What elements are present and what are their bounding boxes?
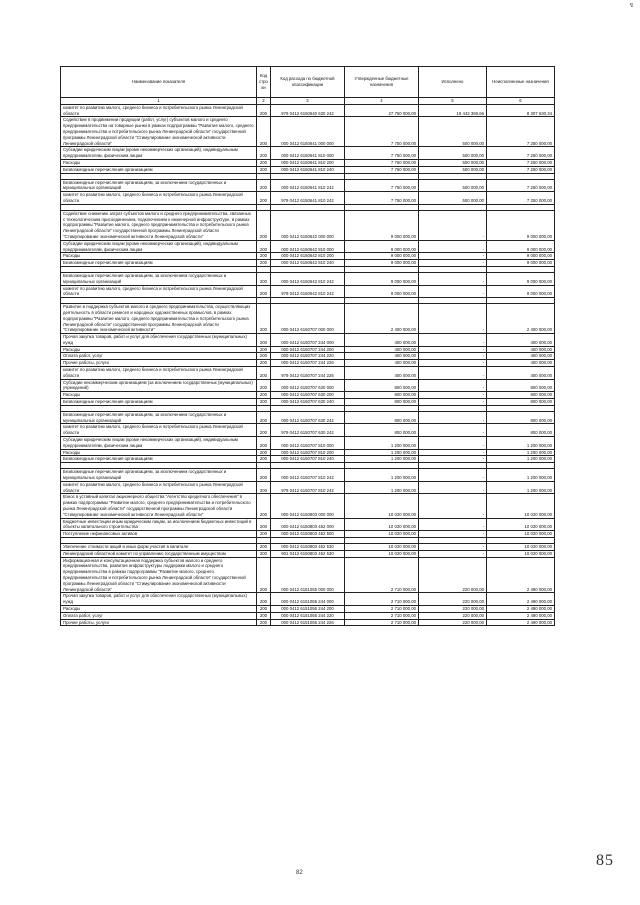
row-unexecuted: 800 000,00	[487, 424, 555, 437]
row-unexecuted: 2 400 000,00	[487, 304, 555, 334]
row-executed: -	[419, 437, 487, 450]
row-code: 200	[257, 260, 271, 267]
col-header-approved: Утвержденные бюджетные назначения	[345, 67, 419, 98]
row-name: Расходы	[61, 159, 257, 166]
row-approved: 1 200 000,00	[345, 437, 419, 450]
row-approved: 400 000,00	[345, 353, 419, 360]
row-code: 200	[257, 424, 271, 437]
row-approved: 10 020 000,00	[345, 531, 419, 538]
row-executed: -	[419, 367, 487, 380]
page-number: 82	[296, 870, 303, 876]
row-approved: 800 000,00	[345, 411, 419, 424]
row-unexecuted: 9 000 000,00	[487, 253, 555, 260]
row-approved: 2 710 000,00	[345, 557, 419, 593]
row-classification: 979 0412 6150707 810 242	[271, 481, 345, 494]
row-classification: 000 0412 6150707 244 200	[271, 346, 345, 353]
row-name: Ленинградский областной комитет по управлению государственным имуществом	[61, 550, 257, 557]
row-executed: -	[419, 260, 487, 267]
table-row	[61, 437, 555, 450]
row-name: Безвозмездные перечисления организациям, за исключением государственных и муниципальных организаций	[61, 272, 257, 285]
table-row	[61, 449, 555, 456]
row-code: 200	[257, 353, 271, 360]
row-approved: 800 000,00	[345, 392, 419, 399]
row-classification: 000 0412 6151055 244 220	[271, 612, 345, 619]
row-code: 200	[257, 481, 271, 494]
row-unexecuted: 10 020 000,00	[487, 531, 555, 538]
row-name: Увеличение стоимости акций и иных форм участия в капитале	[61, 544, 257, 551]
row-code: 200	[257, 117, 271, 147]
row-classification: 000 0412 6150641 810 240	[271, 166, 345, 173]
table-row	[61, 117, 555, 147]
column-index: 4	[345, 98, 419, 105]
table-row	[61, 346, 555, 353]
row-executed: -	[419, 531, 487, 538]
row-executed: 220 000,00	[419, 612, 487, 619]
row-unexecuted: 400 000,00	[487, 360, 555, 367]
row-classification: 000 0412 6151055 244 226	[271, 619, 345, 626]
row-code: 200	[257, 557, 271, 593]
row-approved: 800 000,00	[345, 399, 419, 406]
row-name: комитет по развитию малого, среднего бизнеса и потребительского рынка Ленинградской области	[61, 285, 257, 298]
row-executed: -	[419, 411, 487, 424]
table-row	[61, 518, 555, 531]
row-code: 200	[257, 619, 271, 626]
row-name: Оплата работ, услуг	[61, 353, 257, 360]
row-approved: 7 750 000,00	[345, 159, 419, 166]
row-executed: -	[419, 399, 487, 406]
row-approved: 2 710 000,00	[345, 612, 419, 619]
row-classification: 000 0412 6150707 630 000	[271, 379, 345, 392]
row-unexecuted: 7 250 000,00	[487, 147, 555, 160]
table-row	[61, 399, 555, 406]
row-name: Информационная и консультационная поддержка субъектов малого и среднего предпринимательства, развитие инфраструктуры поддержки малого и среднего предпринимательства в рамках подпрограммы "Развитие малого, среднего предпринимательства и потребительского рынка Ленинградской области" государственной программы Ленинградской области "Стимулирование экономической активности Ленинградской области"	[61, 557, 257, 593]
row-executed: -	[419, 379, 487, 392]
row-executed: -	[419, 481, 487, 494]
row-code: 200	[257, 166, 271, 173]
row-approved: 400 000,00	[345, 360, 419, 367]
corner-mark: ↯	[628, 3, 634, 9]
row-classification: 000 0412 6150641 810 200	[271, 159, 345, 166]
row-classification: 000 0412 6150642 810 200	[271, 253, 345, 260]
row-unexecuted: 9 000 000,00	[487, 285, 555, 298]
table-row	[61, 334, 555, 347]
row-unexecuted: 800 000,00	[487, 411, 555, 424]
table-row	[61, 557, 555, 593]
row-unexecuted: 9 000 000,00	[487, 210, 555, 240]
row-unexecuted: 1 200 000,00	[487, 456, 555, 463]
row-executed: 500 000,00	[419, 147, 487, 160]
table-row	[61, 272, 555, 285]
row-name: Прочие работы, услуги	[61, 619, 257, 626]
row-classification: 000 0412 6151055 244 200	[271, 605, 345, 612]
row-unexecuted: 400 000,00	[487, 346, 555, 353]
row-name: Расходы	[61, 605, 257, 612]
row-executed: -	[419, 550, 487, 557]
row-approved: 27 750 000,00	[345, 104, 419, 117]
row-code: 200	[257, 494, 271, 518]
row-classification: 000 0412 6151055 000 000	[271, 557, 345, 593]
table-row	[61, 456, 555, 463]
row-executed: -	[419, 304, 487, 334]
row-classification: 979 0412 6150642 810 242	[271, 285, 345, 298]
row-unexecuted: 1 200 000,00	[487, 449, 555, 456]
row-name: комитет по развитию малого, среднего бизнеса и потребительского рынка Ленинградской области	[61, 481, 257, 494]
row-code: 200	[257, 147, 271, 160]
row-name: Взнос в уставный капитал акционерного общества "Агентство кредитного обеспечения" в рамках подпрограммы "Развитие малого, среднего предпринимательства и потребительского рынка Ленинградской области" государственной программы Ленинградской области "Стимулирование экономической активности Ленинградской области"	[61, 494, 257, 518]
row-name: Расходы	[61, 346, 257, 353]
row-approved: 2 710 000,00	[345, 605, 419, 612]
row-classification: 000 0412 6150707 244 226	[271, 360, 345, 367]
row-unexecuted: 400 000,00	[487, 353, 555, 360]
row-code: 200	[257, 531, 271, 538]
row-classification: 000 0412 6150707 630 242	[271, 411, 345, 424]
row-executed: -	[419, 469, 487, 482]
table-row	[61, 367, 555, 380]
row-executed: -	[419, 392, 487, 399]
table-row	[61, 159, 555, 166]
table-row	[61, 605, 555, 612]
row-approved: 9 000 000,00	[345, 253, 419, 260]
row-name: Прочая закупка товаров, работ и услуг для обеспечения государственных (муниципальных) нужд	[61, 593, 257, 606]
row-approved: 1 200 000,00	[345, 469, 419, 482]
row-unexecuted: 7 250 000,00	[487, 192, 555, 205]
row-approved: 400 000,00	[345, 346, 419, 353]
row-approved: 400 000,00	[345, 367, 419, 380]
row-code: 200	[257, 179, 271, 192]
row-approved: 7 750 000,00	[345, 117, 419, 147]
row-code: 200	[257, 253, 271, 260]
row-unexecuted: 10 020 000,00	[487, 550, 555, 557]
table-row	[61, 285, 555, 298]
row-code: 200	[257, 304, 271, 334]
table-row	[61, 619, 555, 626]
row-name: комитет по развитию малого, среднего бизнеса и потребительского рынка Ленинградской области	[61, 104, 257, 117]
row-approved: 400 000,00	[345, 334, 419, 347]
row-code: 200	[257, 605, 271, 612]
row-approved: 7 750 000,00	[345, 192, 419, 205]
row-approved: 9 000 000,00	[345, 210, 419, 240]
table-header	[61, 67, 555, 105]
row-unexecuted: 400 000,00	[487, 367, 555, 380]
row-code: 200	[257, 544, 271, 551]
row-unexecuted: 9 000 000,00	[487, 272, 555, 285]
row-classification: 000 0412 6150803 452 530	[271, 544, 345, 551]
row-code: 200	[257, 379, 271, 392]
row-unexecuted: 10 020 000,00	[487, 518, 555, 531]
row-name: Оплата работ, услуг	[61, 612, 257, 619]
row-classification: 979 0412 6150707 244 226	[271, 367, 345, 380]
row-executed: -	[419, 253, 487, 260]
row-classification: 000 0412 6150707 810 242	[271, 469, 345, 482]
row-code: 200	[257, 411, 271, 424]
row-classification: 000 0412 6150803 452 500	[271, 531, 345, 538]
row-code: 200	[257, 456, 271, 463]
row-name: Прочие работы, услуги	[61, 360, 257, 367]
row-executed: -	[419, 449, 487, 456]
row-classification: 000 0412 6150707 000 000	[271, 304, 345, 334]
row-executed: 220 000,00	[419, 605, 487, 612]
row-unexecuted: 10 020 000,00	[487, 544, 555, 551]
row-executed: -	[419, 456, 487, 463]
row-approved: 1 200 000,00	[345, 456, 419, 463]
row-code: 200	[257, 612, 271, 619]
table-row	[61, 179, 555, 192]
row-code: 200	[257, 550, 271, 557]
row-name: Безвозмездные перечисления организациям, за исключением государственных и муниципальных организаций	[61, 411, 257, 424]
row-approved: 10 020 000,00	[345, 544, 419, 551]
row-classification: 000 0412 6150641 810 242	[271, 179, 345, 192]
table-row	[61, 424, 555, 437]
row-code: 200	[257, 469, 271, 482]
row-executed: 220 000,00	[419, 557, 487, 593]
row-name: Поступление нефинансовых активов	[61, 531, 257, 538]
row-classification: 000 0412 6150642 810 242	[271, 272, 345, 285]
row-code: 200	[257, 346, 271, 353]
row-code: 200	[257, 285, 271, 298]
row-executed: 500 000,00	[419, 166, 487, 173]
row-name: Субсидии юридическим лицам (кроме некоммерческих организаций), индивидуальным предпринимателям, физическим лицам	[61, 437, 257, 450]
row-code: 200	[257, 449, 271, 456]
row-classification: 000 0412 6150707 244 000	[271, 334, 345, 347]
row-name: Бюджетные инвестиции иным юридическим лицам, за исключением бюджетных инвестиций в объекты капитального строительства	[61, 518, 257, 531]
handwritten-page-number: 85	[596, 852, 614, 869]
row-executed: -	[419, 518, 487, 531]
row-name: Субсидии юридическим лицам (кроме некоммерческих организаций), индивидуальным предпринимателям, физическим лицам	[61, 147, 257, 160]
row-name: Субсидии юридическим лицам (кроме некоммерческих организаций), индивидуальным предпринимателям, физическим лицам	[61, 240, 257, 253]
row-classification: 000 0412 6150707 810 000	[271, 437, 345, 450]
row-approved: 1 200 000,00	[345, 449, 419, 456]
table-row	[61, 481, 555, 494]
row-name: Безвозмездные перечисления организациям, за исключением государственных и муниципальных организаций	[61, 179, 257, 192]
row-code: 200	[257, 192, 271, 205]
table-row	[61, 192, 555, 205]
row-executed: 19 442 369,66	[419, 104, 487, 117]
col-header-classification: Код расхода по бюджетной классификации	[271, 67, 345, 98]
row-code: 200	[257, 210, 271, 240]
row-executed: -	[419, 424, 487, 437]
row-classification: 000 0412 6150707 810 200	[271, 449, 345, 456]
row-approved: 2 710 000,00	[345, 619, 419, 626]
table-row	[61, 253, 555, 260]
row-approved: 10 020 000,00	[345, 518, 419, 531]
column-index: 5	[419, 98, 487, 105]
table-row	[61, 593, 555, 606]
row-name: Расходы	[61, 392, 257, 399]
row-code: 200	[257, 392, 271, 399]
row-approved: 9 000 000,00	[345, 260, 419, 267]
row-classification: 901 0412 6150803 452 530	[271, 550, 345, 557]
row-executed: -	[419, 544, 487, 551]
table-row	[61, 411, 555, 424]
row-classification: 979 0412 6150640 630 242	[271, 104, 345, 117]
row-unexecuted: 7 250 000,00	[487, 179, 555, 192]
row-unexecuted: 2 490 000,00	[487, 557, 555, 593]
row-name: комитет по развитию малого, среднего бизнеса и потребительского рынка Ленинградской области	[61, 424, 257, 437]
row-executed: -	[419, 285, 487, 298]
row-unexecuted: 2 490 000,00	[487, 605, 555, 612]
row-unexecuted: 400 000,00	[487, 334, 555, 347]
row-approved: 7 750 000,00	[345, 147, 419, 160]
row-code: 200	[257, 437, 271, 450]
row-unexecuted: 10 020 000,00	[487, 494, 555, 518]
column-index: 1	[61, 98, 257, 105]
column-index: 2	[257, 98, 271, 105]
row-unexecuted: 800 000,00	[487, 379, 555, 392]
row-approved: 7 750 000,00	[345, 179, 419, 192]
row-approved: 9 000 000,00	[345, 285, 419, 298]
row-code: 200	[257, 593, 271, 606]
row-classification: 979 0412 6150707 630 242	[271, 424, 345, 437]
table-row	[61, 469, 555, 482]
row-unexecuted: 7 250 000,00	[487, 117, 555, 147]
row-approved: 9 000 000,00	[345, 272, 419, 285]
row-name: Безвозмездные перечисления организациям, за исключением государственных и муниципальных организаций	[61, 469, 257, 482]
row-executed: -	[419, 240, 487, 253]
row-name: комитет по развитию малого, среднего бизнеса и потребительского рынка Ленинградской области	[61, 367, 257, 380]
row-executed: -	[419, 360, 487, 367]
row-approved: 9 000 000,00	[345, 240, 419, 253]
row-name: Расходы	[61, 253, 257, 260]
row-executed: -	[419, 346, 487, 353]
row-name: Прочая закупка товаров, работ и услуг для обеспечения государственных (муниципальных) нужд	[61, 334, 257, 347]
row-executed: 500 000,00	[419, 159, 487, 166]
row-unexecuted: 800 000,00	[487, 399, 555, 406]
table-row	[61, 104, 555, 117]
row-approved: 2 710 000,00	[345, 593, 419, 606]
table-row	[61, 260, 555, 267]
row-approved: 800 000,00	[345, 379, 419, 392]
row-code: 200	[257, 518, 271, 531]
row-approved: 2 400 000,00	[345, 304, 419, 334]
row-unexecuted: 9 000 000,00	[487, 240, 555, 253]
column-index-row	[61, 98, 555, 105]
row-classification: 000 0412 6150707 244 220	[271, 353, 345, 360]
row-approved: 10 020 000,00	[345, 494, 419, 518]
budget-table	[60, 66, 555, 626]
row-classification: 000 0412 6150641 000 000	[271, 117, 345, 147]
column-index: 6	[487, 98, 555, 105]
row-unexecuted: 2 490 000,00	[487, 619, 555, 626]
row-approved: 10 020 000,00	[345, 550, 419, 557]
row-classification: 000 0412 6150642 000 000	[271, 210, 345, 240]
row-unexecuted: 1 200 000,00	[487, 481, 555, 494]
row-classification: 979 0412 6150641 810 242	[271, 192, 345, 205]
table-row	[61, 612, 555, 619]
row-classification: 000 0412 6150707 630 240	[271, 399, 345, 406]
row-classification: 000 0412 6150707 630 200	[271, 392, 345, 399]
row-unexecuted: 1 200 000,00	[487, 437, 555, 450]
table-row	[61, 544, 555, 551]
table-row	[61, 392, 555, 399]
row-classification: 000 0412 6151055 244 000	[271, 593, 345, 606]
row-unexecuted: 9 000 000,00	[487, 260, 555, 267]
row-name: комитет по развитию малого, среднего бизнеса и потребительского рынка Ленинградской области	[61, 192, 257, 205]
row-unexecuted: 7 250 000,00	[487, 159, 555, 166]
col-header-unexecuted: Неисполненные назначения	[487, 67, 555, 98]
row-name: Безвозмездные перечисления организациям	[61, 399, 257, 406]
row-classification: 000 0412 6150641 810 000	[271, 147, 345, 160]
row-classification: 000 0412 6150642 810 240	[271, 260, 345, 267]
row-name: Развитие и поддержка субъектов малого и среднего предпринимательства, осуществляющих деятельность в области ремесел и народных художественных промыслов, в рамках подпрограммы "Развитие малого, среднего предпринимательства и потребительского рынка Ленинградской области" государственной программы Ленинградской области "Стимулирование экономической активности"	[61, 304, 257, 334]
row-code: 200	[257, 360, 271, 367]
table-row	[61, 166, 555, 173]
row-name: Безвозмездные перечисления организациям	[61, 166, 257, 173]
row-unexecuted: 800 000,00	[487, 392, 555, 399]
row-code: 200	[257, 272, 271, 285]
table-row	[61, 550, 555, 557]
row-code: 200	[257, 104, 271, 117]
column-index: 3	[271, 98, 345, 105]
row-name: Расходы	[61, 449, 257, 456]
row-code: 200	[257, 367, 271, 380]
row-name: Безвозмездные перечисления организациям	[61, 260, 257, 267]
row-executed: 500 000,00	[419, 117, 487, 147]
row-executed: -	[419, 334, 487, 347]
col-header-name: Наименование показателя	[61, 67, 257, 98]
row-executed: -	[419, 494, 487, 518]
row-name: Содействие в продвижении продукции (работ, услуг) субъектов малого и среднего предпринимательства на товарные рынки в рамках подпрограммы "Развитие малого, среднего предпринимательства и потребительского рынка Ленинградской области" государственной программы Ленинградской области "Стимулирование экономической активности Ленинградской области"	[61, 117, 257, 147]
row-executed: 220 000,00	[419, 619, 487, 626]
row-executed: 500 000,00	[419, 179, 487, 192]
row-name: Безвозмездные перечисления организациям	[61, 456, 257, 463]
row-classification: 000 0412 6150803 452 000	[271, 518, 345, 531]
row-code: 200	[257, 240, 271, 253]
row-executed: -	[419, 210, 487, 240]
row-approved: 7 750 000,00	[345, 166, 419, 173]
table-row	[61, 379, 555, 392]
row-unexecuted: 8 307 630,34	[487, 104, 555, 117]
row-classification: 000 0412 6150803 000 000	[271, 494, 345, 518]
row-executed: 220 000,00	[419, 593, 487, 606]
table-row	[61, 304, 555, 334]
row-code: 200	[257, 399, 271, 406]
row-unexecuted: 7 250 000,00	[487, 166, 555, 173]
row-executed: -	[419, 353, 487, 360]
row-executed: -	[419, 272, 487, 285]
table-row	[61, 147, 555, 160]
row-unexecuted: 1 200 000,00	[487, 469, 555, 482]
row-classification: 000 0412 6150707 810 240	[271, 456, 345, 463]
row-executed: 500 000,00	[419, 192, 487, 205]
col-header-executed: Исполнено	[419, 67, 487, 98]
row-name: Содействие снижению затрат субъектов малого и среднего предпринимательства, связанных с технологическим присоединением, подключением к инженерной инфраструктуре, в рамках подпрограммы "Развитие малого, среднего предпринимательства и потребительского рынка Ленинградской области" государственной программы Ленинградской области "Стимулирование экономической активности Ленинградской области"	[61, 210, 257, 240]
table-row	[61, 494, 555, 518]
row-unexecuted: 2 490 000,00	[487, 593, 555, 606]
row-code: 200	[257, 159, 271, 166]
row-approved: 800 000,00	[345, 424, 419, 437]
table-row	[61, 240, 555, 253]
table-row	[61, 531, 555, 538]
table-row	[61, 360, 555, 367]
table-row	[61, 210, 555, 240]
row-code: 200	[257, 334, 271, 347]
col-header-code: Код стро ки	[257, 67, 271, 98]
row-unexecuted: 2 490 000,00	[487, 612, 555, 619]
row-name: Субсидии некоммерческим организациям (за исключением государственных (муниципальных) учреждений)	[61, 379, 257, 392]
table-body	[61, 104, 555, 626]
row-approved: 1 200 000,00	[345, 481, 419, 494]
table-row	[61, 353, 555, 360]
row-classification: 000 0412 6150642 810 000	[271, 240, 345, 253]
